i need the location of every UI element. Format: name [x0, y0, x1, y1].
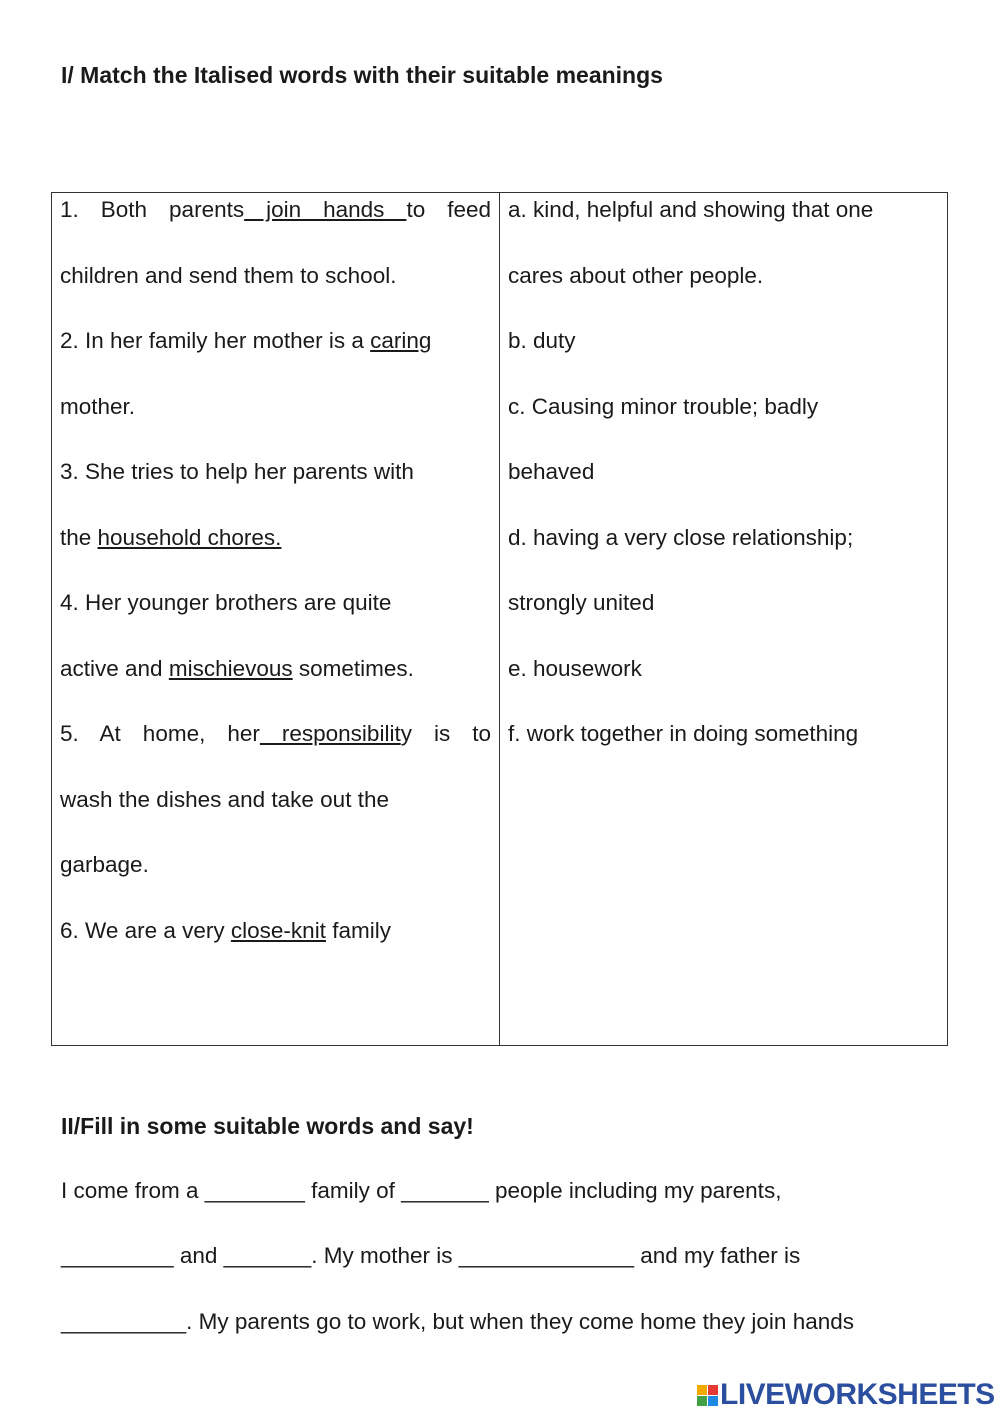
section-1-title: I/ Match the Italised words with their suitable meanings — [61, 62, 663, 88]
sentences-column — [52, 193, 500, 1046]
sentence-4-line-1: 4. Her younger brothers are quite — [60, 590, 392, 615]
sentence-1-line-2: children and send them to school. — [60, 262, 397, 288]
meaning-d-line-1: d. having a very close relationship; — [508, 524, 854, 550]
liveworksheets-logo — [697, 1378, 995, 1412]
meaning-d-line-2: strongly united — [508, 590, 655, 615]
fill-in-line-1: I come from a ________ family of _______ people including my parents, — [61, 1178, 782, 1203]
sentence-3-line-1: 3. She tries to help her parents with — [60, 459, 414, 484]
liveworksheets-wordmark: LIVEWORKSHEETS — [720, 1378, 995, 1411]
liveworksheets-icon — [697, 1385, 718, 1406]
meaning-f: f. work together in doing something — [508, 721, 859, 746]
sentence-2-line-2: mother. — [60, 393, 136, 419]
meaning-a-line-1: a. kind, helpful and showing that one — [508, 197, 874, 222]
sentence-5-line-3: garbage. — [60, 852, 149, 877]
meaning-c-line-1: c. Causing minor trouble; badly — [508, 393, 819, 419]
sentence-6-line-1: 6. We are a very close-knit family — [60, 917, 391, 943]
sentence-5-line-1: 5. At home, her responsibility is to — [60, 721, 491, 746]
term-responsibility: responsibilit — [259, 721, 401, 746]
term-join-hands: join hands — [244, 197, 407, 222]
matching-table — [51, 192, 948, 1046]
fill-in-line-3: __________. My parents go to work, but when they come home they join hands — [61, 1309, 854, 1334]
term-caring: caring — [370, 328, 432, 353]
sentence-2-line-1: 2. In her family her mother is a caring — [60, 328, 432, 353]
sentence-4-line-2: active and mischievous sometimes. — [60, 655, 414, 681]
meanings-column — [500, 193, 948, 1046]
sentence-5-line-2: wash the dishes and take out the — [60, 786, 389, 812]
sentence-1-line-1: 1. Both parents join hands to feed — [60, 197, 491, 222]
meaning-a-line-2: cares about other people. — [508, 262, 764, 288]
meaning-c-line-2: behaved — [508, 459, 595, 484]
section-2-title: II/Fill in some suitable words and say! — [61, 1113, 474, 1139]
term-household-chores: household chores. — [97, 524, 282, 550]
term-close-knit: close-knit — [230, 917, 326, 943]
term-mischievous: mischievous — [168, 655, 293, 681]
meaning-e: e. housework — [508, 655, 642, 681]
sentence-3-line-2: the household chores. — [60, 524, 282, 550]
meaning-b: b. duty — [508, 328, 576, 353]
fill-in-line-2: _________ and _______. My mother is ______________ and my father is — [61, 1243, 801, 1268]
